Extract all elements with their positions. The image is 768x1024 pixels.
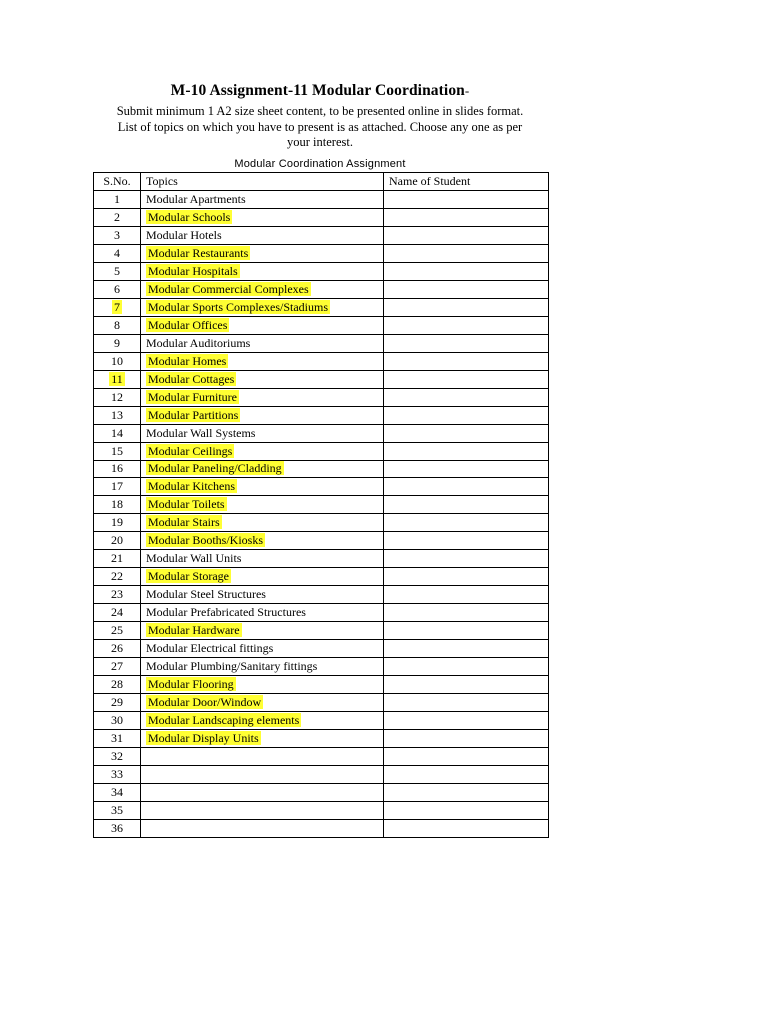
- header-name-of-student: Name of Student: [384, 173, 549, 191]
- table-row: [94, 586, 549, 604]
- sno-cell: [94, 783, 141, 801]
- topic-cell: [141, 352, 384, 370]
- sno-text: 9: [114, 335, 120, 350]
- sno-text: 34: [111, 784, 123, 799]
- student-name-cell[interactable]: [384, 568, 549, 586]
- sno-cell: [94, 406, 141, 424]
- topic-text: Modular Plumbing/Sanitary fittings: [146, 659, 318, 674]
- sno-cell: [94, 280, 141, 298]
- sno-cell: [94, 622, 141, 640]
- table-row: [94, 352, 549, 370]
- topic-cell: [141, 550, 384, 568]
- topic-cell: [141, 478, 384, 496]
- sno-cell: [94, 190, 141, 208]
- table-row: [94, 550, 549, 568]
- topic-cell: [141, 370, 384, 388]
- student-name-cell[interactable]: [384, 496, 549, 514]
- topic-text: Modular Auditoriums: [146, 335, 251, 350]
- table-header-row: [94, 173, 549, 191]
- student-name-cell[interactable]: [384, 406, 549, 424]
- sno-text: 6: [114, 281, 120, 296]
- topic-cell: [141, 460, 384, 478]
- topic-text: Modular Door/Window: [148, 695, 262, 710]
- sno-cell: [94, 640, 141, 658]
- student-name-cell[interactable]: [384, 748, 549, 766]
- sno-cell: [94, 568, 141, 586]
- table-row: [94, 190, 549, 208]
- student-name-cell[interactable]: [384, 424, 549, 442]
- topic-text: Modular Schools: [148, 209, 231, 224]
- sno-cell: [94, 586, 141, 604]
- student-name-cell[interactable]: [384, 586, 549, 604]
- sno-text: 11: [111, 371, 123, 386]
- header-topics: Topics: [141, 173, 384, 191]
- topic-text: Modular Prefabricated Structures: [146, 605, 306, 620]
- topic-text: Modular Apartments: [146, 191, 246, 206]
- topic-text: Modular Cottages: [148, 371, 235, 386]
- topic-text: Modular Hardware: [148, 623, 240, 638]
- topic-cell: [141, 316, 384, 334]
- sno-text: 35: [111, 802, 123, 817]
- topic-cell: [141, 622, 384, 640]
- topic-cell: [141, 532, 384, 550]
- table-row: [94, 801, 549, 819]
- topic-text: Modular Hotels: [146, 227, 222, 242]
- table-row: [94, 676, 549, 694]
- student-name-cell[interactable]: [384, 676, 549, 694]
- topic-text: Modular Hospitals: [148, 263, 238, 278]
- table-row: [94, 226, 549, 244]
- topic-cell: [141, 280, 384, 298]
- topic-text: Modular Storage: [148, 569, 229, 584]
- topic-text: Modular Landscaping elements: [148, 713, 300, 728]
- table-row: [94, 496, 549, 514]
- sno-cell: [94, 730, 141, 748]
- sno-text: 27: [111, 659, 123, 674]
- topic-cell: [141, 442, 384, 460]
- table-row: [94, 658, 549, 676]
- table-row: [94, 514, 549, 532]
- topic-cell: [141, 801, 384, 819]
- sno-text: 19: [111, 515, 123, 530]
- table-row: [94, 730, 549, 748]
- topic-cell: [141, 765, 384, 783]
- table-row: [94, 460, 549, 478]
- title-suffix: -: [464, 83, 470, 98]
- topic-cell: [141, 658, 384, 676]
- sno-text: 13: [111, 407, 123, 422]
- student-name-cell[interactable]: [384, 316, 549, 334]
- table-row: [94, 694, 549, 712]
- student-name-cell[interactable]: [384, 604, 549, 622]
- table-body: [94, 190, 549, 837]
- sno-cell: [94, 801, 141, 819]
- student-name-cell[interactable]: [384, 280, 549, 298]
- sno-text: 12: [111, 389, 123, 404]
- sno-cell: [94, 316, 141, 334]
- student-name-cell[interactable]: [384, 298, 549, 316]
- topic-cell: [141, 819, 384, 837]
- title-text: M-10 Assignment-11 Modular Coordination: [170, 82, 465, 99]
- topics-table: [93, 172, 549, 838]
- topic-cell: [141, 676, 384, 694]
- sno-cell: [94, 694, 141, 712]
- table-row: [94, 478, 549, 496]
- table-row: [94, 783, 549, 801]
- sno-cell: [94, 604, 141, 622]
- student-name-cell[interactable]: [384, 730, 549, 748]
- table-row: [94, 424, 549, 442]
- student-name-cell[interactable]: [384, 532, 549, 550]
- topic-text: Modular Wall Units: [146, 551, 242, 566]
- sno-text: 36: [111, 820, 123, 835]
- student-name-cell[interactable]: [384, 388, 549, 406]
- table-row: [94, 316, 549, 334]
- student-name-cell[interactable]: [384, 334, 549, 352]
- topic-text: Modular Kitchens: [148, 479, 235, 494]
- table-row: [94, 622, 549, 640]
- topic-cell: [141, 604, 384, 622]
- topic-cell: [141, 748, 384, 766]
- sno-cell: [94, 658, 141, 676]
- sno-cell: [94, 298, 141, 316]
- table-row: [94, 370, 549, 388]
- sno-cell: [94, 532, 141, 550]
- student-name-cell[interactable]: [384, 765, 549, 783]
- topic-cell: [141, 568, 384, 586]
- topic-cell: [141, 226, 384, 244]
- student-name-cell[interactable]: [384, 226, 549, 244]
- sno-cell: [94, 208, 141, 226]
- sno-text: 14: [111, 425, 123, 440]
- table-row: [94, 244, 549, 262]
- instruction-line-3: your interest.: [287, 135, 353, 149]
- sno-text: 23: [111, 587, 123, 602]
- student-name-cell[interactable]: [384, 190, 549, 208]
- sno-text: 26: [111, 641, 123, 656]
- topic-text: Modular Paneling/Cladding: [148, 461, 282, 476]
- sno-cell: [94, 262, 141, 280]
- topic-cell: [141, 208, 384, 226]
- student-name-cell[interactable]: [384, 244, 549, 262]
- topic-cell: [141, 244, 384, 262]
- table-caption: Modular Coordination Assignment: [234, 158, 406, 170]
- topic-cell: [141, 783, 384, 801]
- table-row: [94, 640, 549, 658]
- sno-text: 29: [111, 695, 123, 710]
- sno-text: 3: [114, 227, 120, 242]
- student-name-cell[interactable]: [384, 442, 549, 460]
- topic-text: Modular Sports Complexes/Stadiums: [148, 299, 328, 314]
- instruction-line-1: Submit minimum 1 A2 size sheet content, to be presented online in slides format.: [116, 104, 524, 118]
- sno-cell: [94, 550, 141, 568]
- topic-text: Modular Display Units: [148, 731, 259, 746]
- sno-cell: [94, 442, 141, 460]
- student-name-cell[interactable]: [384, 460, 549, 478]
- sno-cell: [94, 514, 141, 532]
- instructions: [105, 104, 535, 151]
- topic-cell: [141, 496, 384, 514]
- student-name-cell[interactable]: [384, 478, 549, 496]
- sno-cell: [94, 478, 141, 496]
- sno-text: 16: [111, 461, 123, 476]
- sno-text: 10: [111, 353, 123, 368]
- topic-cell: [141, 694, 384, 712]
- sno-text: 1: [114, 191, 120, 206]
- student-name-cell[interactable]: [384, 262, 549, 280]
- student-name-cell[interactable]: [384, 783, 549, 801]
- student-name-cell[interactable]: [384, 712, 549, 730]
- table-row: [94, 442, 549, 460]
- sno-text: 5: [114, 263, 120, 278]
- topic-text: Modular Ceilings: [148, 443, 233, 458]
- sno-cell: [94, 352, 141, 370]
- table-row: [94, 568, 549, 586]
- sno-cell: [94, 765, 141, 783]
- table-row: [94, 388, 549, 406]
- student-name-cell[interactable]: [384, 352, 549, 370]
- topic-cell: [141, 730, 384, 748]
- sno-text: 28: [111, 677, 123, 692]
- sno-text: 8: [114, 317, 120, 332]
- table-row: [94, 208, 549, 226]
- student-name-cell[interactable]: [384, 550, 549, 568]
- instruction-line-2: List of topics on which you have to present is as attached. Choose any one as per: [117, 119, 523, 134]
- sno-cell: [94, 334, 141, 352]
- sno-text: 18: [111, 497, 123, 512]
- sno-text: 22: [111, 569, 123, 584]
- sno-cell: [94, 712, 141, 730]
- topic-cell: [141, 406, 384, 424]
- topic-cell: [141, 190, 384, 208]
- sno-cell: [94, 244, 141, 262]
- topic-cell: [141, 298, 384, 316]
- sno-cell: [94, 370, 141, 388]
- student-name-cell[interactable]: [384, 622, 549, 640]
- sno-text: 17: [111, 479, 123, 494]
- student-name-cell[interactable]: [384, 514, 549, 532]
- sno-cell: [94, 748, 141, 766]
- topic-cell: [141, 388, 384, 406]
- sno-text: 20: [111, 533, 123, 548]
- sno-cell: [94, 388, 141, 406]
- topic-cell: [141, 334, 384, 352]
- topic-cell: [141, 514, 384, 532]
- table-row: [94, 334, 549, 352]
- table-row: [94, 604, 549, 622]
- sno-text: 15: [111, 443, 123, 458]
- table-row: [94, 406, 549, 424]
- student-name-cell[interactable]: [384, 658, 549, 676]
- topic-text: Modular Wall Systems: [146, 425, 256, 440]
- table-row: [94, 748, 549, 766]
- sno-cell: [94, 460, 141, 478]
- topic-text: Modular Steel Structures: [146, 587, 266, 602]
- topic-text: Modular Furniture: [148, 389, 237, 404]
- topic-text: Modular Booths/Kiosks: [148, 533, 264, 548]
- topic-text: Modular Flooring: [148, 677, 234, 692]
- topic-cell: [141, 712, 384, 730]
- topic-cell: [141, 640, 384, 658]
- topic-text: Modular Restaurants: [148, 245, 249, 260]
- student-name-cell[interactable]: [384, 370, 549, 388]
- table-row: [94, 298, 549, 316]
- topic-text: Modular Homes: [148, 353, 227, 368]
- sno-text: 31: [111, 731, 123, 746]
- topic-cell: [141, 262, 384, 280]
- sno-text: 30: [111, 713, 123, 728]
- sno-cell: [94, 424, 141, 442]
- topic-text: Modular Partitions: [148, 407, 239, 422]
- sno-cell: [94, 676, 141, 694]
- sno-text: 21: [111, 551, 123, 566]
- sno-text: 2: [114, 209, 120, 224]
- student-name-cell[interactable]: [384, 208, 549, 226]
- header-sno: S.No.: [94, 173, 141, 191]
- sno-cell: [94, 819, 141, 837]
- sno-text: 25: [111, 623, 123, 638]
- sno-cell: [94, 496, 141, 514]
- topic-text: Modular Commercial Complexes: [148, 281, 309, 296]
- sno-text: 33: [111, 766, 123, 781]
- student-name-cell[interactable]: [384, 801, 549, 819]
- student-name-cell[interactable]: [384, 819, 549, 837]
- sno-text: 32: [111, 748, 123, 763]
- student-name-cell[interactable]: [384, 694, 549, 712]
- student-name-cell[interactable]: [384, 640, 549, 658]
- sno-text: 7: [114, 299, 120, 314]
- table-row: [94, 712, 549, 730]
- table-row: [94, 819, 549, 837]
- topic-text: Modular Toilets: [148, 497, 225, 512]
- topic-cell: [141, 586, 384, 604]
- topic-text: Modular Electrical fittings: [146, 641, 274, 656]
- topic-cell: [141, 424, 384, 442]
- sno-text: 4: [114, 245, 120, 260]
- table-row: [94, 765, 549, 783]
- sno-cell: [94, 226, 141, 244]
- document-title: [0, 82, 640, 100]
- table-row: [94, 262, 549, 280]
- topic-text: Modular Offices: [148, 317, 228, 332]
- table-row: [94, 280, 549, 298]
- topic-text: Modular Stairs: [148, 515, 220, 530]
- sno-text: 24: [111, 605, 123, 620]
- table-row: [94, 532, 549, 550]
